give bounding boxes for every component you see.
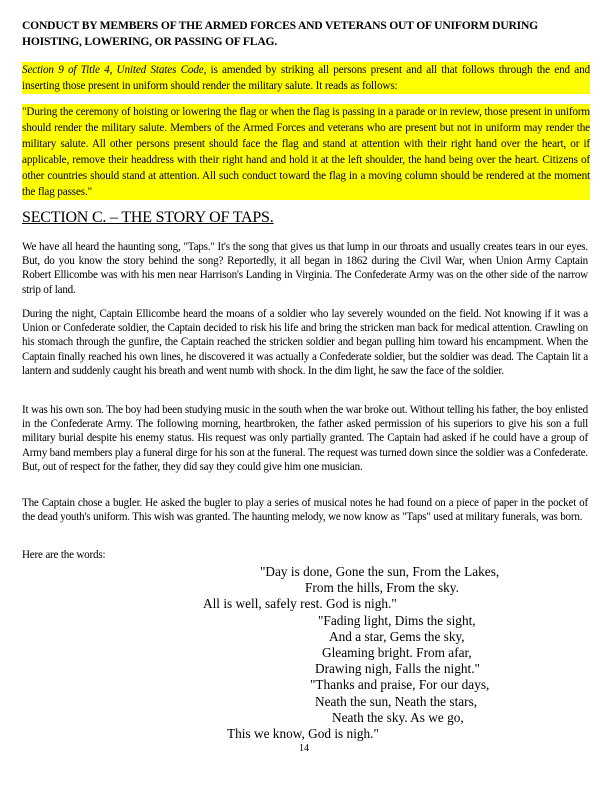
paragraph-bugler: The Captain chose a bugler. He asked the bugler to play a series of musical notes he had found on a piece of paper in the pocket of the dead youth's uniform. This wish was granted. The haunting melody, we now know as "Taps" used at military funerals, was born. [22,497,588,524]
lyric-line: Neath the sky. As we go, [332,709,464,725]
code-citation: Section 9 of Title 4, United States Code [22,64,204,76]
lyric-line: Gleaming bright. From afar, [322,645,472,661]
highlighted-amendment [22,62,590,94]
highlighted-quote: "During the ceremony of hoisting or lowering the flag or when the flag is passing in a parade or in review, those present in uniform should render the military salute. Members of the Armed Forces and veterans who are present but not in uniform may render the military salute. All other persons present should face the flag and stand at attention with their right hand over the heart, or if applicable, remove their headdress with their right hand and hold it at the left shoulder, the hand being over the heart. Citizens of other countries should stand at attention. All such conduct toward the flag in a moving column should be rendered at the moment the flag passes." [22,106,590,198]
lyric-line: From the hills, From the sky. [305,580,459,596]
lyric-line: "Fading light, Dims the sight, [318,612,476,628]
paragraph-words-intro: Here are the words: [22,549,106,561]
section-title: SECTION C. – THE STORY OF TAPS. [22,209,274,226]
heading-flag-conduct: CONDUCT BY MEMBERS OF THE ARMED FORCES AND VETERANS OUT OF UNIFORM DURING HOISTING, LOWERING, OR PASSING OF FLAG. [22,19,538,48]
paragraph-intro: We have all heard the haunting song, "Taps." It's the song that gives us that lump in our throats and usually creates tears in our eyes. But, do you know the story behind the song? Reportedly, it all began in 1862 during the Civil War, when Union Army Captain Robert Ellicombe was with his men near Harrison's Landing in Virginia. The Confederate Army was on the other side of the narrow strip of land. [22,241,588,296]
taps-lyrics [170,564,540,742]
lyric-line: All is well, safely rest. God is nigh." [203,596,397,612]
paragraph-night: During the night, Captain Ellicombe heard the moans of a soldier who lay severely wounded on the field. Not knowing if it was a Union or Confederate soldier, the Captain decided to risk his life and bring the stricken man back for medical attention. Crawling on his stomach through the gunfire, the Captain reached the stricken soldier and began pulling him toward his encampment. When the Captain finally reached his own lines, he discovered it was actually a Confederate soldier, but the soldier was dead. The Captain lit a lantern and suddenly caught his breath and went numb with shock. In the dim light, he saw the face of the soldier. [22,308,588,377]
amendment-text: , is amended by striking all persons present and all that follows through the end and inserting those present in uniform should render the military salute. It reads as follows: [22,64,590,92]
lyric-line: "Day is done, Gone the sun, From the Lakes, [260,564,500,579]
lyric-line: Neath the sun, Neath the stars, [315,693,478,709]
paragraph-son: It was his own son. The boy had been studying music in the south when the war broke out. Without telling his father, the boy enlisted in the Confederate Army. The following morning, heartbroken, the father asked permission of his superiors to give his son a full military burial despite his enemy status. His request was only partially granted. The Captain had asked if he could have a group of Army band members play a funeral dirge for his son at the funeral. The request was turned down since the soldier was a Confederate. But, out of respect for the father, they did say they could give him one musician. [22,404,588,473]
lyric-line: "Thanks and praise, For our days, [310,677,490,693]
lyric-line: And a star, Gems the sky, [329,628,465,644]
page-number: 14 [299,743,309,754]
lyric-line: Drawing nigh, Falls the night." [315,661,480,677]
lyric-line: This we know, God is nigh." [227,726,379,742]
